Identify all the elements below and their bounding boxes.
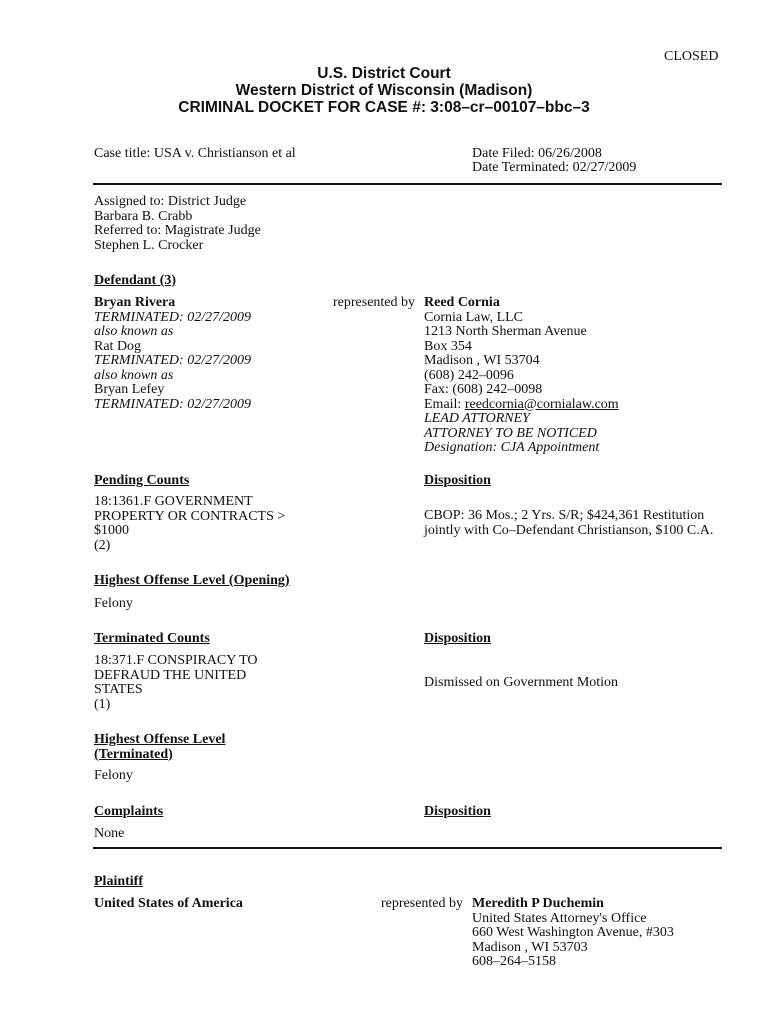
terminated-count-block (94, 654, 258, 712)
case-status: CLOSED (664, 49, 719, 64)
defense-attorney-block (424, 296, 619, 456)
attorney-email-row (424, 398, 619, 413)
terminated-date: TERMINATED: 02/27/2009 (94, 353, 251, 368)
highest-opening-value: Felony (94, 596, 133, 611)
complaints-value: None (94, 826, 125, 841)
attorney-city: Madison , WI 53703 (472, 939, 588, 955)
count-line: (1) (94, 696, 111, 712)
attorney-city: Madison , WI 53704 (424, 353, 540, 368)
attorney-fax: Fax: (608) 242–0098 (424, 382, 543, 397)
attorney-firm: Cornia Law, LLC (424, 309, 524, 325)
terminated-disposition-heading: Disposition (424, 631, 491, 646)
lead-attorney: LEAD ATTORNEY (424, 411, 530, 426)
terminated-counts-heading: Terminated Counts (94, 631, 210, 646)
assignment-line: Assigned to: District Judge (94, 194, 247, 209)
divider-rule (93, 183, 722, 185)
heading-line: (Terminated) (94, 746, 173, 762)
represented-by-label: represented by (381, 896, 464, 911)
attorney-office: United States Attorney's Office (472, 910, 647, 926)
represented-by-label: represented by (333, 295, 416, 310)
aka-label: also known as (94, 324, 174, 339)
highest-opening-heading: Highest Offense Level (Opening) (94, 573, 290, 588)
disposition-line: CBOP: 36 Mos.; 2 Yrs. S/R; $424,361 Restitution (424, 508, 705, 523)
pending-counts-heading: Pending Counts (94, 473, 190, 488)
assignment-line: Stephen L. Crocker (94, 237, 204, 253)
pending-disposition-block (424, 509, 713, 538)
attorney-name: Meredith P Duchemin (472, 896, 604, 911)
heading-line: Highest Offense Level (94, 732, 226, 747)
date-terminated: Date Terminated: 02/27/2009 (472, 160, 637, 175)
attorney-phone: (608) 242–0096 (424, 367, 514, 383)
highest-terminated-heading (94, 733, 225, 762)
docket-title: CRIMINAL DOCKET FOR CASE #: 3:08–cr–00107–bbc–3 (178, 99, 590, 116)
complaints-heading: Complaints (94, 804, 164, 819)
attorney-designation: Designation: CJA Appointment (424, 440, 600, 455)
pending-disposition-heading: Disposition (424, 473, 491, 488)
attorney-notice: ATTORNEY TO BE NOTICED (424, 425, 597, 441)
defendant-heading: Defendant (3) (94, 273, 177, 288)
count-line: DEFRAUD THE UNITED (94, 667, 247, 683)
attorney-name: Reed Cornia (424, 295, 500, 310)
count-line: STATES (94, 682, 143, 697)
terminated-date: TERMINATED: 02/27/2009 (94, 396, 251, 412)
disposition-line: jointly with Co–Defendant Christianson, $100 C.A. (424, 522, 714, 538)
terminated-disposition: Dismissed on Government Motion (424, 675, 619, 690)
attorney-address: 660 West Washington Avenue, #303 (472, 925, 674, 940)
count-line: 18:371.F CONSPIRACY TO (94, 653, 258, 668)
alias-name: Bryan Lefey (94, 382, 165, 397)
email-label: Email: (424, 396, 465, 412)
plaintiff-attorney-block (472, 897, 674, 970)
attorney-phone: 608–264–5158 (472, 954, 556, 969)
plaintiff-name: United States of America (94, 896, 243, 911)
complaints-disposition-heading: Disposition (424, 804, 491, 819)
date-filed: Date Filed: 06/26/2008 (472, 146, 602, 161)
count-line: PROPERTY OR CONTRACTS > (94, 508, 286, 524)
attorney-email-link[interactable]: reedcornia@cornialaw.com (464, 396, 619, 412)
divider-rule (93, 847, 722, 849)
attorney-address: 1213 North Sherman Avenue (424, 324, 587, 339)
attorney-address: Box 354 (424, 338, 472, 354)
assignment-block (94, 195, 261, 253)
count-line: (2) (94, 537, 111, 553)
plaintiff-heading: Plaintiff (94, 874, 143, 889)
court-name: U.S. District Court (317, 65, 451, 82)
pending-count-block (94, 495, 285, 553)
count-line: $1000 (94, 523, 129, 538)
defendant-block (94, 296, 251, 412)
district-name: Western District of Wisconsin (Madison) (235, 82, 533, 99)
case-title: Case title: USA v. Christianson et al (94, 146, 296, 161)
assignment-line: Referred to: Magistrate Judge (94, 223, 261, 238)
aka-label: also known as (94, 367, 174, 383)
defendant-name: Bryan Rivera (94, 295, 176, 310)
alias-name: Rat Dog (94, 338, 142, 354)
highest-terminated-value: Felony (94, 768, 133, 783)
assignment-line: Barbara B. Crabb (94, 208, 193, 224)
count-line: 18:1361.F GOVERNMENT (94, 494, 253, 509)
terminated-date: TERMINATED: 02/27/2009 (94, 309, 251, 325)
